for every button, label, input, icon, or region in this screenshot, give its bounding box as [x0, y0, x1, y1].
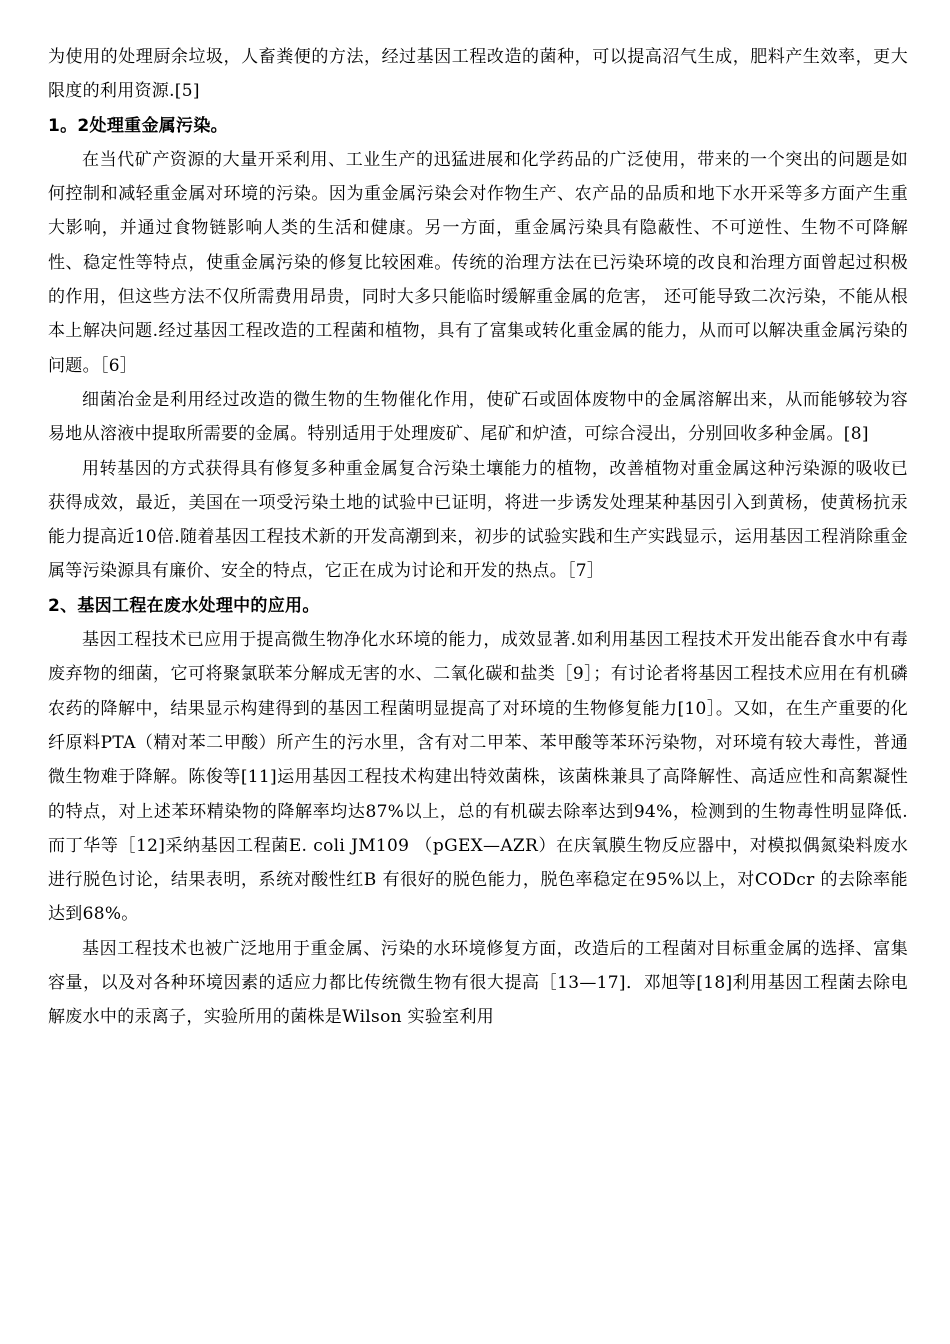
section-heading-heavy-metal: 1。2处理重金属污染。 [48, 115, 228, 136]
paragraph-water-remediation: 基因工程技术也被广泛地用于重金属、污染的水环境修复方面，改造后的工程菌对目标重金属的选择、富集容量，以及对各种环境因素的适应力都比传统微生物有很大提高［13—17]．邓旭等[18]利用基因工程菌去除电解废水中的汞离子，实验所用的菌株是Wilson 实验室利用 [48, 938, 908, 1028]
paragraph-bacterial-metallurgy: 细菌冶金是利用经过改造的微生物的生物催化作用，使矿石或固体废物中的金属溶解出来，从而能够较为容易地从溶液中提取所需要的金属。特别适用于处理废矿、尾矿和炉渣，可综合浸出，分别回收多种金属。[8] [48, 389, 908, 445]
paragraph-continuation: 为使用的处理厨余垃圾，人畜粪便的方法，经过基因工程改造的菌种，可以提高沼气生成，肥料产生效率，更大限度的利用资源.[5] [48, 47, 908, 102]
paragraph-heavy-metal-pollution: 在当代矿产资源的大量开采利用、工业生产的迅猛进展和化学药品的广泛使用，带来的一个突出的问题是如何控制和减轻重金属对环境的污染。因为重金属污染会对作物生产、农产品的品质和地下水开采等多方面产生重大影响，并通过食物链影响人类的生活和健康。另一方面，重金属污染具有隐蔽性、不可逆性、生物不可降解性、稳定性等特点，使重金属污染的修复比较困难。传统的治理方法在已污染环境的改良和治理方面曾起过积极的作用，但这些方法不仅所需费用昂贵，同时大多只能临时缓解重金属的危害， 还可能导致二次污染，不能从根本上解决问题.经过基因工程改造的工程菌和植物，具有了富集或转化重金属的能力，从而可以解决重金属污染的问题。［6］ [48, 149, 908, 376]
paragraph-wastewater-treatment: 基因工程技术已应用于提高微生物净化水环境的能力，成效显著.如利用基因工程技术开发出能吞食水中有毒废弃物的细菌，它可将聚氯联苯分解成无害的水、二氧化碳和盐类［9］；有讨论者将基因工程技术应用在有机磷农药的降解中，结果显示构建得到的基因工程菌明显提高了对环境的生物修复能力[10］。又如，在生产重要的化纤原料PTA（精对苯二甲酸）所产生的污水里，含有对二甲苯、苯甲酸等苯环污染物，对环境有较大毒性，普通微生物难于降解。陈俊等[11]运用基因工程技术构建出特效菌株，该菌株兼具了高降解性、高适应性和高絮凝性的特点，对上述苯环精染物的降解率均达87%以上，总的有机碳去除率达到94%，检测到的生物毒性明显降低.而丁华等［12]采纳基因工程菌E. coli JM109 （pGEX—AZR）在庆氧膜生物反应器中，对模拟偶氮染料废水进行脱色讨论，结果表明，系统对酸性红B 有很好的脱色能力，脱色率稳定在95%以上，对CODcr 的去除率能达到68%。 [48, 630, 908, 925]
section-heading-wastewater: 2、基因工程在废水处理中的应用。 [48, 595, 320, 616]
paragraph-transgenic-plants: 用转基因的方式获得具有修复多种重金属复合污染土壤能力的植物，改善植物对重金属这种污染源的吸收已获得成效，最近，美国在一项受污染土地的试验中已证明，将进一步诱发处理某种基因引入到黄杨，使黄杨抗汞能力提高近10倍.随着基因工程技术新的开发高潮到来，初步的试验实践和生产实践显示，运用基因工程消除重金属等污染源具有廉价、安全的特点，它正在成为讨论和开发的热点。［7］ [48, 458, 908, 582]
document-page [48, 40, 908, 1035]
